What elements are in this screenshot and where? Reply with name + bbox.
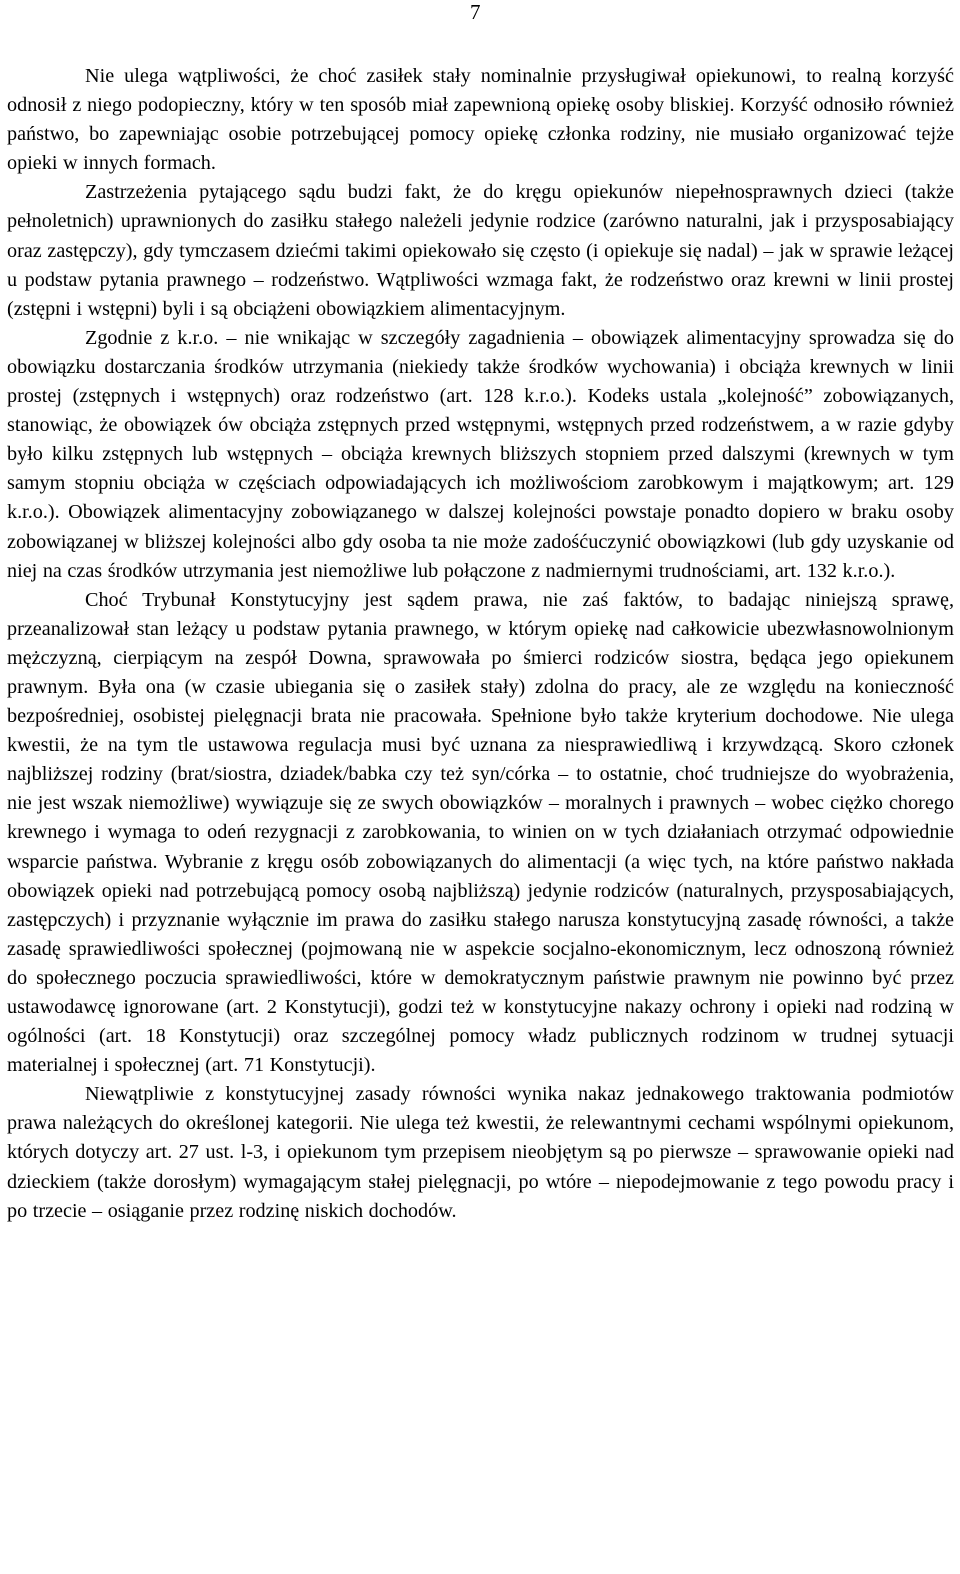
paragraph-4: Choć Trybunał Konstytucyjny jest sądem prawa, nie zaś faktów, to badając niniejszą sprawę, przeanalizował stan leżący u podstaw pytania prawnego, w którym opiekę nad całkowicie ubezwłasnowolnionym mężczyzną, cierpiącym na zespół Downa, sprawowała po śmierci rodziców siostra, będąca jego opiekunem prawnym. Była ona (w czasie ubiegania się o zasiłek stały) zdolna do pracy, ale ze względu na konieczność bezpośredniej, osobistej pielęgnacji brata nie pracowała. Spełnione było także kryterium dochodowe. Nie ulega kwestii, że na tym tle ustawowa regulacja musi być uznana za niesprawiedliwą i krzywdzącą. Skoro członek najbliższej rodziny (brat/siostra, dziadek/babka czy też syn/córka – to ostatnie, choć trudniejsze do wyobrażenia, nie jest wszak niemożliwe) wywiązuje się ze swych obowiązków – moralnych i prawnych – wobec ciężko chorego krewnego i wymaga to odeń rezygnacji z zarobkowania, to winien on w tych działaniach otrzymać odpowiednie wsparcie państwa. Wybranie z kręgu osób zobowiązanych do alimentacji (a więc tych, na które państwo nakłada obowiązek opieki nad potrzebującą pomocy osobą najbliższą) jedynie rodziców (naturalnych, przysposabiających, zastępczych) i przyznanie wyłącznie im prawa do zasiłku stałego narusza konstytucyjną zasadę równości, a także zasadę sprawiedliwości społecznej (pojmowaną nie w aspekcie socjalno-ekonomicznym, lecz odnoszoną również do społecznego poczucia sprawiedliwości, które w demokratycznym państwie prawnym nie powinno być przez ustawodawcę ignorowane (art. 2 Konstytucji), godzi też w konstytucyjne nakazy ochrony i opieki nad rodziną w ogólności (art. 18 Konstytucji) oraz szczególnej pomocy władz publicznych rodzinom w trudnej sytuacji materialnej i społecznej (art. 71 Konstytucji). bbox=[7, 588, 954, 1077]
paragraph-5: Niewątpliwie z konstytucyjnej zasady równości wynika nakaz jednakowego traktowania podmiotów prawa należących do określonej kategorii. Nie ulega też kwestii, że relewantnymi cechami wspólnymi opiekunom, których dotyczy art. 27 ust. l-3, i opiekunom tym przepisem nieobjętym są po pierwsze – sprawowanie opieki nad dzieckiem (także dorosłym) wymagającym stałej pielęgnacji, po wtóre – niepodejmowanie z tego powodu pracy i po trzecie – osiąganie przez rodzinę niskich dochodów. bbox=[7, 1083, 954, 1222]
paragraph-3: Zgodnie z k.r.o. – nie wnikając w szczegóły zagadnienia – obowiązek alimentacyjny sprowadza się do obowiązku dostarczania środków utrzymania (niekiedy także środków wychowania) i obciąża krewnych w linii prostej (zstępnych i wstępnych) oraz rodzeństwo (art. 128 k.r.o.). Kodeks ustala „kolejność” zobowiązanych, stanowiąc, że obowiązek ów obciąża zstępnych przed wstępnymi, wstępnych przed rodzeństwem, a w razie gdyby było kilku zstępnych lub wstępnych – obciąża krewnych bliższych stopniem przed dalszymi (krewnych w tym samym stopniu obciąża w częściach odpowiadających ich możliwościom zarobkowym i majątkowym; art. 129 k.r.o.). Obowiązek alimentacyjny zobowiązanego w dalszej kolejności powstaje ponadto dopiero w braku osoby zobowiązanej w bliższej kolejności albo gdy osoba ta nie może zadośćuczynić obowiązkowi (lub gdy uzyskanie od niej na czas środków utrzymania jest niemożliwe lub połączone z nadmiernymi trudnościami, art. 132 k.r.o.). bbox=[7, 326, 954, 582]
body-text bbox=[7, 62, 954, 1226]
paragraph-1: Nie ulega wątpliwości, że choć zasiłek stały nominalnie przysługiwał opiekunowi, to realną korzyść odnosił z niego podopieczny, który w ten sposób miał zapewnioną opiekę osoby bliskiej. Korzyść odnosiło również państwo, bo zapewniając osobie potrzebującej pomocy opiekę członka rodziny, nie musiało organizować tejże opieki w innych formach. bbox=[7, 65, 954, 175]
paragraph-2: Zastrzeżenia pytającego sądu budzi fakt, że do kręgu opiekunów niepełnosprawnych dzieci (także pełnoletnich) uprawnionych do zasiłku stałego należeli jedynie rodzice (zarówno naturalni, jak i przysposabiający oraz zastępczy), gdy tymczasem dziećmi takimi opiekowało się często (i opiekuje się nadal) – jak w sprawie leżącej u podstaw pytania prawnego – rodzeństwo. Wątpliwości wzmaga fakt, że rodzeństwo oraz krewni w linii prostej (zstępni i wstępni) byli i są obciążeni obowiązkiem alimentacyjnym. bbox=[7, 181, 954, 320]
page-number: 7 bbox=[470, 0, 481, 24]
